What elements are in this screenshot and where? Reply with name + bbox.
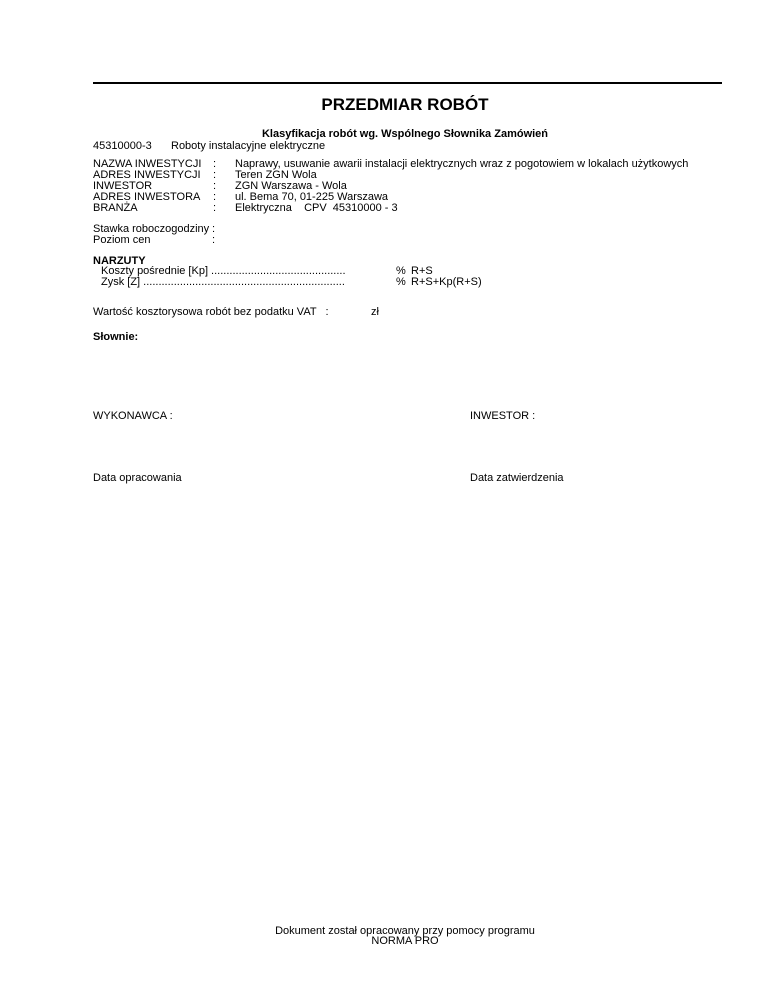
info-value-name: Naprawy, usuwanie awarii instalacji elektrycznych wraz z pogotowiem w lokalach użytkowych [235,158,689,170]
info-value-investor-address: ul. Bema 70, 01-225 Warszawa [235,191,389,203]
contractor-label: WYKONAWCA : [93,410,173,422]
rate-label-price-level: Poziom cen [93,234,151,246]
info-sep: : [213,180,217,192]
slownie-label: Słownie: [93,331,139,343]
info-value-address: Teren ZGN Wola [235,169,317,181]
info-sep: : [213,202,217,214]
rate-sep: : [212,223,216,235]
footer-line-1: Dokument został opracowany przy pomocy programu [275,925,535,937]
cpv-name: Roboty instalacyjne elektryczne [171,140,326,152]
info-sep: : [213,191,217,203]
info-label-investor: INWESTOR [93,180,153,192]
narzut-basis-profit: R+S+Kp(R+S) [411,276,482,288]
narzut-label-profit: Zysk [Z] .................................................................. [101,276,345,288]
info-label-branch: BRANŻA [93,202,138,214]
approved-date-label: Data zatwierdzenia [470,472,564,484]
footer-line-2: NORMA PRO [371,935,439,947]
narzut-label-indirect: Koszty pośrednie [Kp] ............................................ [101,265,346,277]
value-currency: zł [371,306,379,318]
top-rule [93,82,722,84]
info-label-investor-address: ADRES INWESTORA [93,191,201,203]
info-sep: : [213,158,217,170]
prepared-date-label: Data opracowania [93,472,182,484]
narzuty-heading: NARZUTY [93,255,146,267]
rate-sep: : [212,234,216,246]
cpv-code: 45310000-3 [93,140,152,152]
rate-label-hourly: Stawka roboczogodziny [93,223,210,235]
narzut-basis-indirect: R+S [411,265,433,277]
narzut-unit: % [396,265,406,277]
info-sep: : [213,169,217,181]
info-label-address: ADRES INWESTYCJI [93,169,201,181]
value-label: Wartość kosztorysowa robót bez podatku VAT : [93,306,329,318]
info-label-name: NAZWA INWESTYCJI [93,158,202,170]
investor-label: INWESTOR : [470,410,536,422]
document-title: PRZEDMIAR ROBÓT [321,95,489,114]
info-value-investor: ZGN Warszawa - Wola [235,180,347,192]
narzut-unit: % [396,276,406,288]
info-value-branch: Elektryczna CPV 45310000 - 3 [235,202,398,214]
classification-heading: Klasyfikacja robót wg. Wspólnego Słownika Zamówień [261,128,549,140]
